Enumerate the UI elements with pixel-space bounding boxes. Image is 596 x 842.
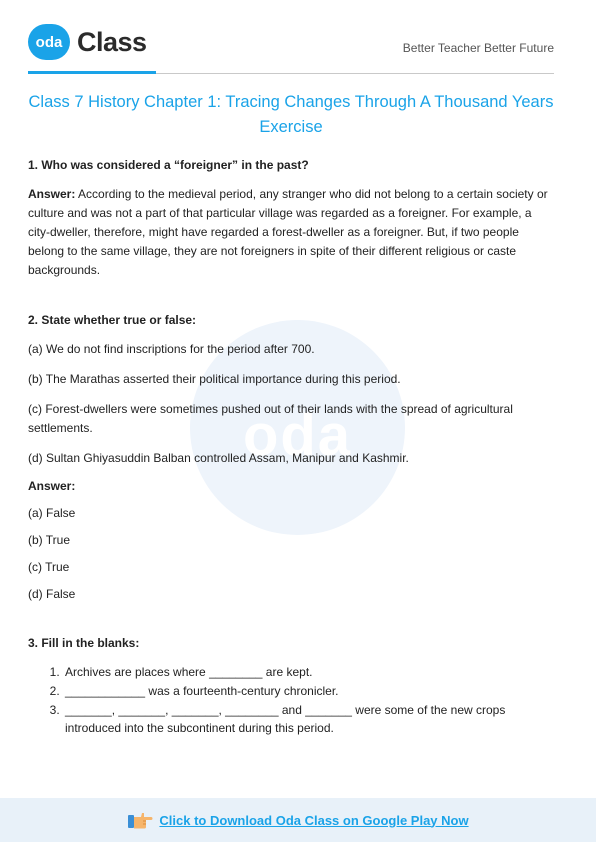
- page-content: [28, 90, 554, 738]
- brand-logo: [28, 22, 147, 62]
- answer-2-c: (c) True: [28, 560, 70, 574]
- logo-text: Class: [77, 26, 147, 57]
- answer-1: [28, 185, 554, 280]
- page-header: [28, 22, 554, 74]
- download-link[interactable]: Click to Download Oda Class on Google Play Now: [159, 812, 469, 828]
- list-item: 2. ____________ was a fourteenth-century chronicler.: [63, 682, 554, 700]
- answer-1-text: According to the medieval period, any stranger who did not belong to a certain society or culture and was not a part of that particular village was regarded as a foreigner. For example, a city-dweller, therefore, might have regarded a forest-dweller as a foreigner. But, if two people belong to the same village, they are not foreigners in spite of their different religious or caste backgrounds.: [28, 187, 548, 277]
- answer-2-a: (a) False: [28, 506, 76, 520]
- statement-a: (a) We do not find inscriptions for the period after 700.: [28, 342, 315, 356]
- watermark-text: oda: [242, 403, 353, 468]
- list-item: 1. Archives are places where ________ are kept.: [63, 663, 554, 681]
- answer-1-label: Answer:: [28, 187, 76, 201]
- statement-b: (b) The Marathas asserted their political importance during this period.: [28, 372, 401, 386]
- statement-c: (c) Forest-dwellers were sometimes pushed out of their lands with the spread of agricultural settlements.: [28, 402, 513, 435]
- question-2: 2. State whether true or false:: [28, 313, 197, 327]
- tagline: Better Teacher Better Future: [402, 41, 554, 55]
- download-banner[interactable]: [0, 798, 596, 842]
- list-item: 3. _______, _______, _______, ________ and _______ were some of the new crops introduced into the subcontinent during this period.: [63, 701, 554, 737]
- fill-blanks-list: [28, 663, 554, 737]
- answer-2-d: (d) False: [28, 587, 76, 601]
- answer-2-b: (b) True: [28, 533, 71, 547]
- question-3: 3. Fill in the blanks:: [28, 636, 140, 650]
- pointing-hand-icon: [127, 809, 153, 831]
- header-accent-bar: [28, 71, 156, 74]
- page-title: Class 7 History Chapter 1: Tracing Changes Through A Thousand Years Exercise: [28, 93, 554, 136]
- statement-d: (d) Sultan Ghiyasuddin Balban controlled Assam, Manipur and Kashmir.: [28, 451, 409, 465]
- question-1: 1. Who was considered a “foreigner” in the past?: [28, 158, 309, 172]
- answer-2-label: Answer:: [28, 479, 76, 493]
- logo-mark: oda: [28, 24, 70, 60]
